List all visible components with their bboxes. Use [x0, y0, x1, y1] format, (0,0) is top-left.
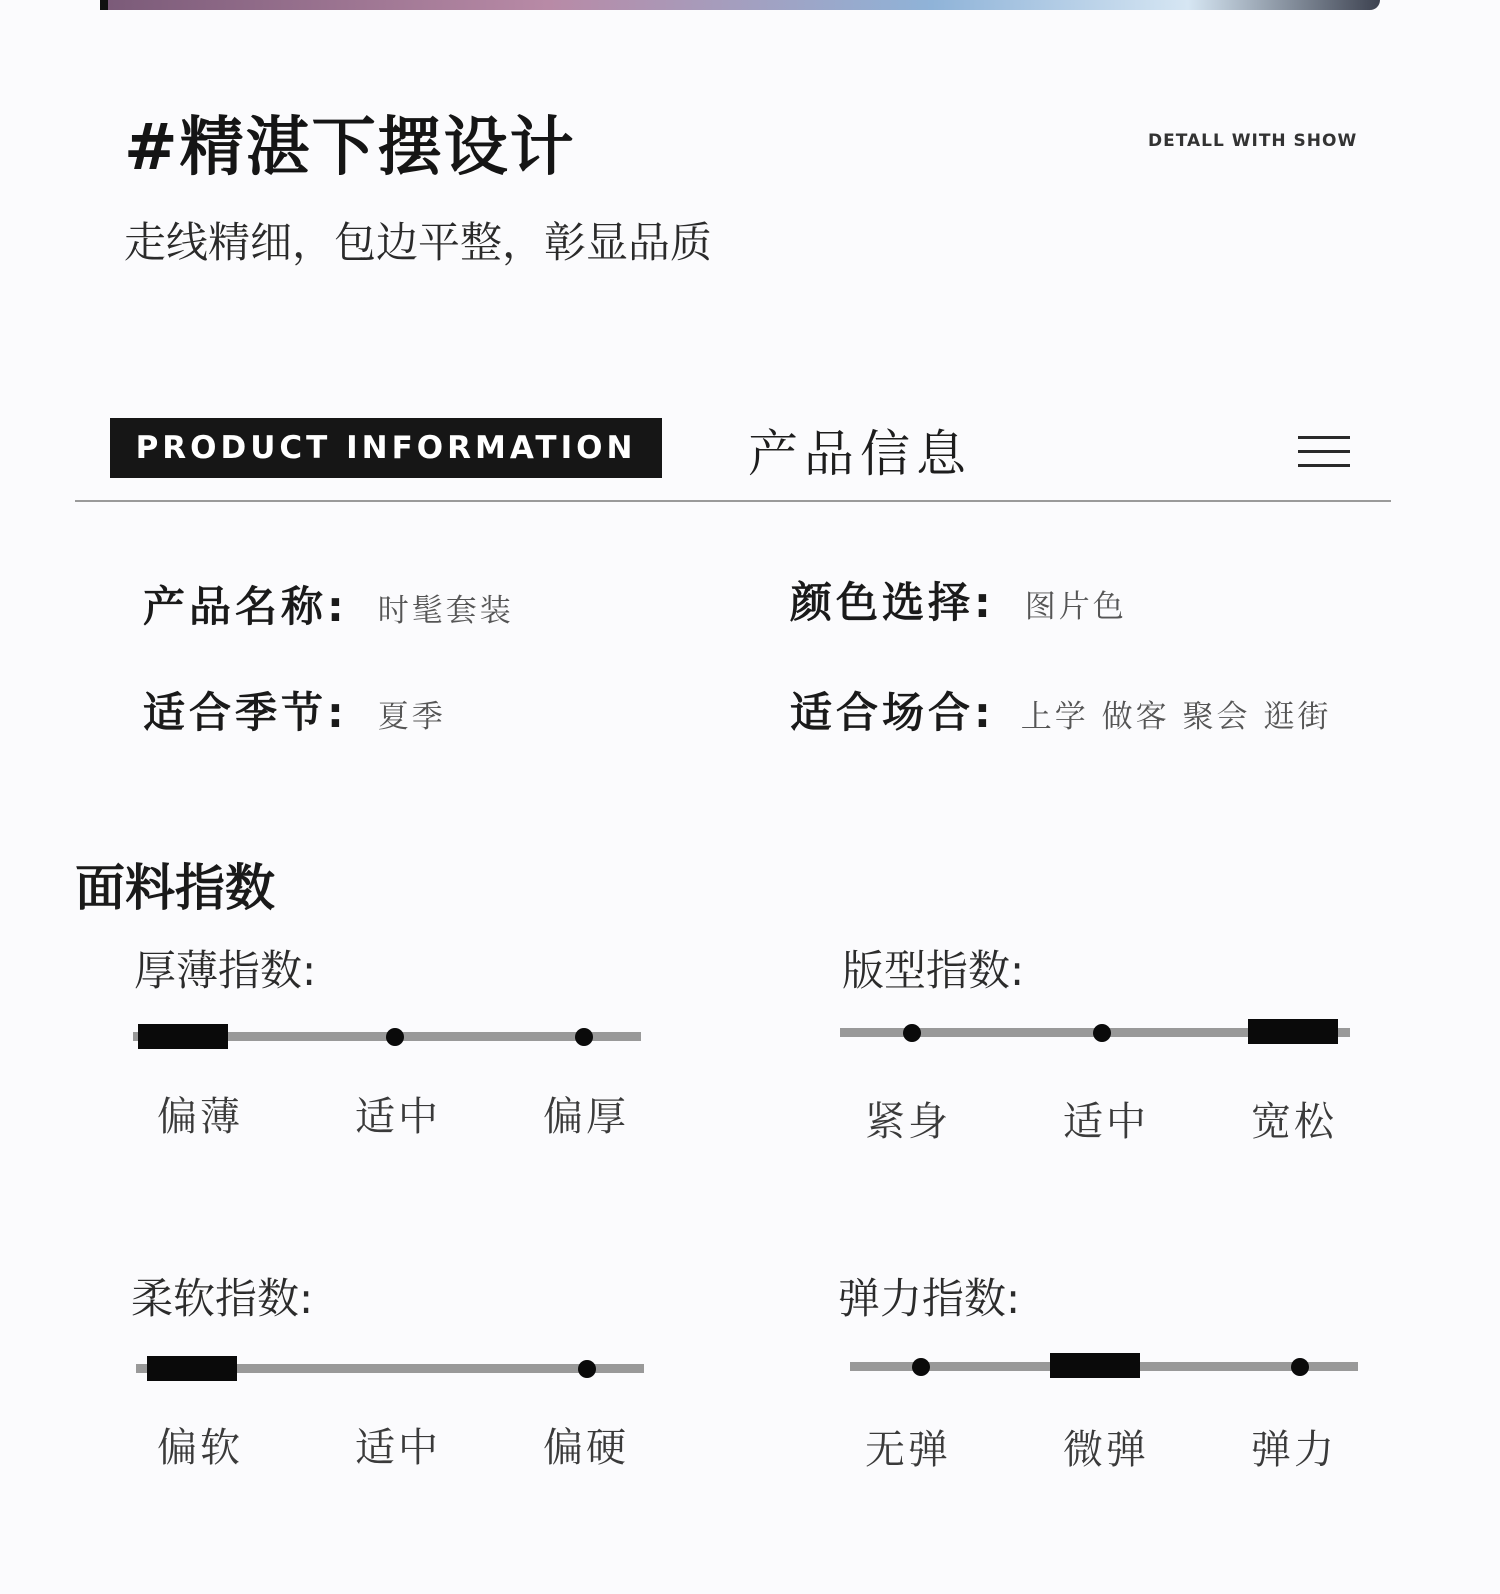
- detail-tag: DETALL WITH SHOW: [1148, 131, 1358, 151]
- info-value: 上学 做客 聚会 逛街: [1020, 699, 1332, 735]
- metric-option-label: 适中: [1063, 1099, 1149, 1145]
- info-row-product-name: [143, 574, 514, 634]
- menu-icon-line: [1298, 436, 1350, 439]
- metric-option-label: 无弹: [865, 1427, 951, 1473]
- metric-option-dot: [912, 1358, 930, 1376]
- info-row-season: [143, 680, 446, 740]
- menu-icon-line: [1298, 464, 1350, 467]
- metric-option-dot: [1093, 1024, 1111, 1042]
- menu-icon-line: [1298, 450, 1350, 453]
- info-key: 适合场合:: [790, 688, 995, 737]
- metric-option-label: 微弹: [1063, 1427, 1149, 1473]
- info-value: 夏季: [377, 699, 446, 735]
- info-key: 适合季节:: [143, 688, 348, 737]
- metric-option-label: 适中: [355, 1094, 441, 1140]
- info-key: 颜色选择:: [790, 578, 995, 627]
- metric-selected-marker: [1050, 1353, 1140, 1378]
- metric-selected-marker: [138, 1024, 228, 1049]
- info-row-occasion: [790, 680, 1331, 740]
- metric-option-label: 宽松: [1251, 1099, 1337, 1145]
- top-product-image: [100, 0, 1380, 10]
- detail-subtitle: 走线精细，包边平整，彰显品质: [124, 218, 713, 267]
- menu-icon[interactable]: [1298, 436, 1350, 468]
- info-value: 图片色: [1024, 589, 1127, 625]
- metric-selected-marker: [147, 1356, 237, 1381]
- metric-option-label: 偏厚: [543, 1094, 629, 1140]
- product-info-title: 产品信息: [748, 425, 972, 483]
- metric-selected-marker: [1248, 1019, 1338, 1044]
- metric-option-dot: [575, 1028, 593, 1046]
- metric-label-fit: 版型指数:: [842, 946, 1025, 995]
- metric-option-dot: [1291, 1358, 1309, 1376]
- metric-option-label: 弹力: [1251, 1427, 1337, 1473]
- metric-option-label: 偏软: [157, 1425, 243, 1471]
- detail-title: #精湛下摆设计: [124, 111, 576, 185]
- metric-option-label: 适中: [355, 1425, 441, 1471]
- info-row-color: [790, 570, 1127, 630]
- metric-option-dot: [578, 1360, 596, 1378]
- info-value: 时髦套装: [377, 593, 514, 629]
- metric-label-thickness: 厚薄指数:: [134, 946, 317, 995]
- metric-option-label: 偏硬: [543, 1425, 629, 1471]
- metric-option-label: 紧身: [865, 1099, 951, 1145]
- fabric-index-title: 面料指数: [75, 859, 275, 917]
- metric-label-softness: 柔软指数:: [131, 1274, 314, 1323]
- metric-option-dot: [386, 1028, 404, 1046]
- product-info-badge: PRODUCT INFORMATION: [110, 418, 662, 478]
- metric-option-label: 偏薄: [157, 1094, 243, 1140]
- metric-option-dot: [903, 1024, 921, 1042]
- section-divider: [75, 500, 1391, 502]
- info-key: 产品名称:: [143, 582, 348, 631]
- metric-label-elasticity: 弹力指数:: [838, 1274, 1021, 1323]
